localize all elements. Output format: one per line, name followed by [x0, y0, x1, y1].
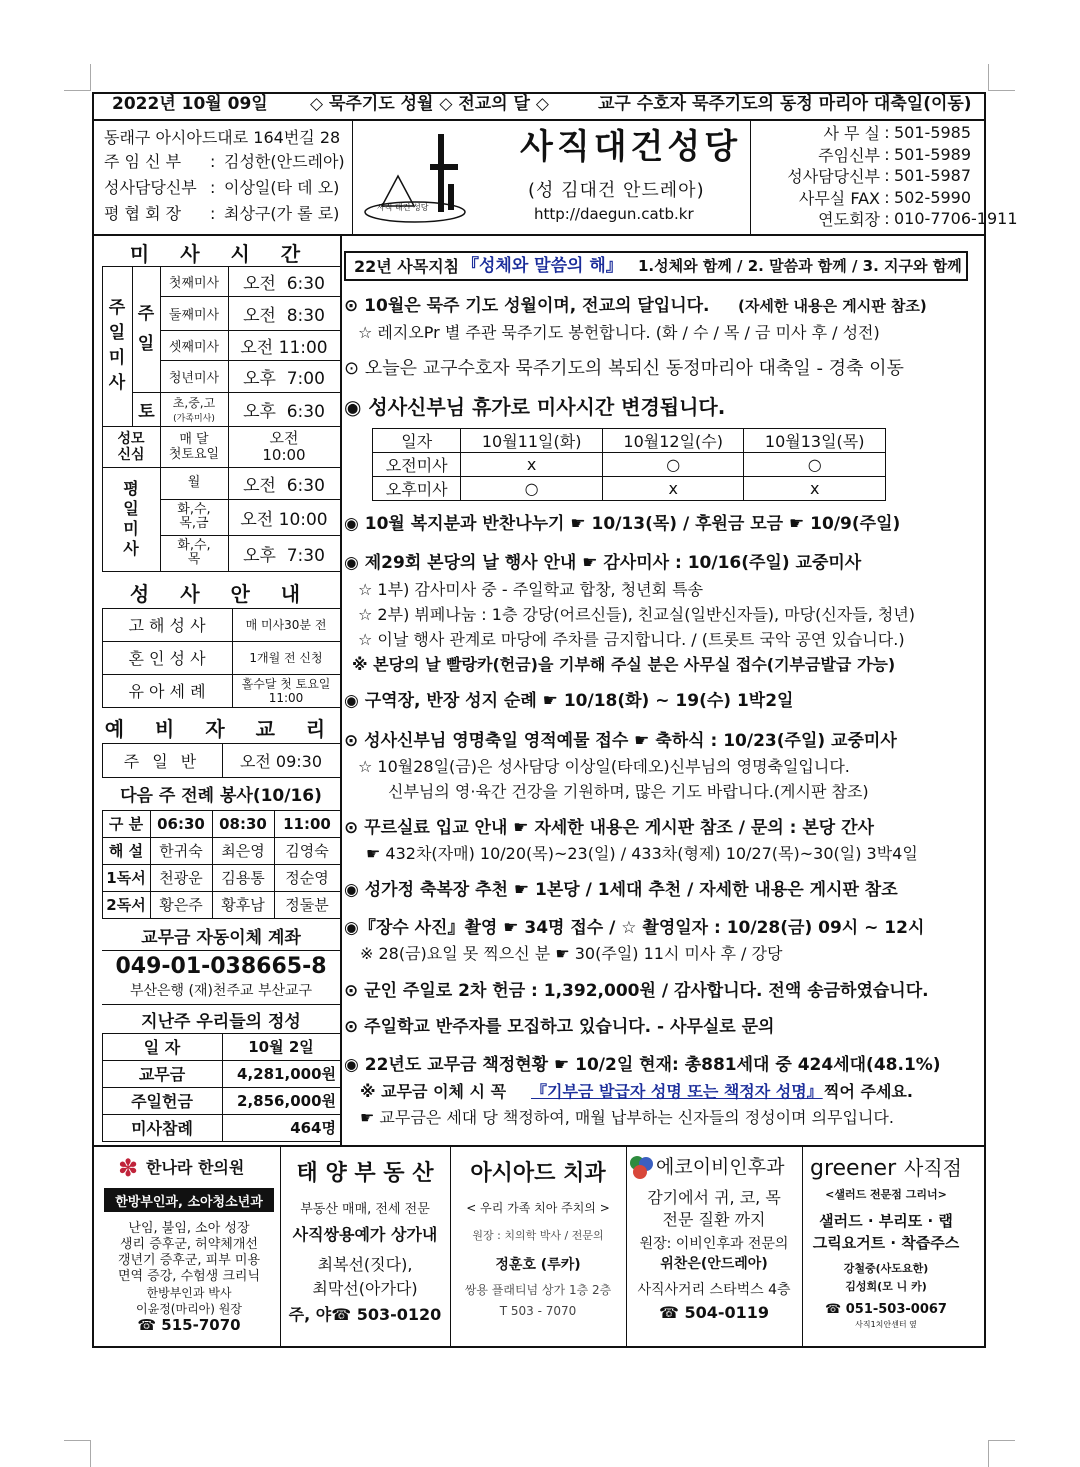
ad-badge: 한방부인과, 소아청소년과 [104, 1188, 274, 1212]
feast-title: 교구 수호자 묵주기도의 동정 마리아 대축일(이동) [598, 94, 972, 114]
parish-day-part1: ☆ 1부) 감사미사 중 - 주일학교 합창, 청년회 특송 [358, 580, 704, 599]
contact-value: 501-5989 [894, 144, 972, 164]
sacrament-value: 홀수달 첫 토요일 11:00 [241, 676, 331, 705]
vacation-cell: x [602, 477, 744, 501]
servers-header: 08:30 [219, 814, 267, 833]
council-label: 평 협 회 장 [104, 204, 182, 223]
contact-label: 사무실 FAX [798, 188, 880, 208]
col-line [222, 1033, 223, 1141]
council-colon: : [210, 204, 216, 223]
vacation-cell: ○ [461, 477, 603, 501]
servers-cell: 해 설 [108, 842, 144, 860]
servers-header: 구 분 [108, 815, 144, 833]
month-theme: ◇ 묵주기도 성월 ◇ 전교의 달 ◇ [310, 94, 549, 114]
ad-line: 위찬은(안드레아) [660, 1256, 768, 1272]
row-line [102, 571, 340, 572]
contact-value: 010-7706-1911 [894, 209, 1018, 228]
notice-parish-day: ◉ 제29회 본당의 날 행사 안내 ☛ 감사미사 : 10/16(주일) 교중미사 [344, 553, 862, 573]
servers-cell: 한귀숙 [159, 842, 203, 860]
saturday-mass-name: 초,중,고 [172, 395, 216, 410]
weekday-row-time: 오후 7:30 [243, 545, 325, 566]
notice-pilgrimage: ◉ 구역장, 반장 성지 순례 ☛ 10/18(화) ~ 19(수) 1박2일 [344, 691, 794, 711]
offering-value: 10월 2일 [248, 1038, 314, 1056]
mass-row-time: 오후 7:00 [243, 368, 325, 389]
offering-name: 일 자 [143, 1038, 181, 1057]
notice-welfare: ◉ 10월 복지분과 반찬나누기 ☛ 10/13(목) / 후원금 모금 ☛ 10/9(주일) [344, 514, 901, 534]
servers-cell: 김용통 [221, 869, 265, 887]
assistant-name: 이상일(타 데 오) [224, 178, 340, 197]
bulletin-date: 2022년 10월 09일 [112, 94, 268, 114]
weekday-row-time: 오전 10:00 [240, 509, 328, 530]
sacrament-name: 유 아 세 례 [128, 682, 206, 701]
notice-rosary-sub: ☆ 레지오Pr 별 주관 묵주기도 봉헌합니다. (화 / 수 / 목 / 금 미사 후 / 성전) [358, 323, 880, 342]
row-line [102, 1141, 340, 1142]
notice-accompanist: ⊙ 주일학교 반주자를 모집하고 있습니다. - 사무실로 문의 [344, 1017, 775, 1037]
ad-hannara [100, 1150, 278, 1340]
crop-mark [988, 64, 1015, 91]
contact-label: 연도회장 [818, 210, 880, 229]
pastoral-motto-box [344, 251, 968, 281]
church-name: 사직대건성당 [520, 127, 742, 167]
motto-prefix: 22년 사목지침 [354, 257, 460, 276]
col-line [150, 810, 151, 918]
ad-line: 사직쌍용예가 상가내 [292, 1224, 438, 1244]
church-url[interactable]: http://daegun.catb.kr [534, 205, 694, 223]
notice-rosary-note: (자세한 내용은 게시판 참조) [738, 297, 927, 315]
mass-row-time: 오전 6:30 [243, 273, 325, 294]
sacrament-name: 고 해 성 사 [128, 616, 206, 635]
saturday-mass-sub: (가족미사) [173, 413, 215, 424]
ad-note: 사직1치안센터 옆 [855, 1319, 917, 1329]
notice-feast: ⊙ 오늘은 교구수호자 묵주기도의 복되신 동정마리아 대축일 - 경축 이동 [344, 358, 904, 379]
ad-divider [450, 1146, 451, 1346]
ad-title: greener [810, 1156, 897, 1181]
row-line [102, 950, 340, 951]
col-line [102, 810, 103, 918]
mass-row-time: 오전 11:00 [240, 337, 328, 358]
ad-line: 강철중(사도요한) [843, 1262, 929, 1275]
ad-line: 그릭요거트 · 착즙주스 [812, 1233, 960, 1252]
notice-vacation: ◉ 성사신부님 휴가로 미사시간 변경됩니다. [344, 395, 726, 419]
offering-name: 교무금 [138, 1065, 186, 1084]
col-line [274, 810, 275, 918]
ad-line: 갱년기 증후군, 피부 미용 [117, 1252, 261, 1268]
vacation-header: 10월13일(목) [744, 429, 886, 453]
ad-title: 에코이비인후과 [656, 1156, 785, 1178]
notice-portrait: ◉『장수 사진』촬영 ☛ 34명 접수 / ☆ 촬영일자 : 10/28(금) 09시 ~ 12시 [344, 918, 925, 938]
contact-label: 주임신부 [818, 145, 880, 165]
transfer-account: 049-01-038665-8 [115, 953, 327, 979]
sacrament-name: 혼 인 성 사 [128, 649, 206, 668]
ad-line: 감기에서 귀, 코, 목 [647, 1187, 781, 1207]
ad-line: 샐러드 · 부리또 · 랩 [819, 1211, 953, 1230]
ad-phone: ☎ 051-503-0067 [825, 1301, 947, 1317]
col-line [340, 1033, 341, 1141]
crop-mark [64, 64, 91, 91]
weekday-row-name: 화,수, 목,금 [177, 502, 211, 531]
servers-cell: 1독서 [106, 869, 146, 887]
vacation-header: 일자 [373, 429, 461, 453]
ad-line: 김성희(모 니 카) [845, 1280, 927, 1293]
ad-phone: ☎ 515-7070 [137, 1316, 241, 1334]
ad-title: 태 양 부 동 산 [296, 1160, 434, 1186]
servers-header: 06:30 [157, 814, 205, 833]
offering-title: 지난주 우리들의 정성 [141, 1011, 301, 1032]
mass-title: 미 사 시 간 [129, 241, 313, 266]
saturday-label: 토 [138, 401, 155, 422]
parish-day-part2: ☆ 2부) 뷔페나눔 : 1층 강당(어르신들), 친교실(일반신자들), 마당(신자들, 청년) [358, 605, 916, 624]
dues-note-post: 찍어 주세요. [824, 1082, 913, 1101]
notice-rosary: ⊙ 10월은 묵주 기도 성월이며, 전교의 달입니다. [344, 296, 710, 316]
servers-title: 다음 주 전례 봉사(10/16) [120, 786, 322, 806]
ad-line: 한방부인과 박사 [146, 1285, 232, 1300]
marian-name: 매 달 첫토요일 [168, 432, 220, 462]
notice-holy-family: ◉ 성가정 축복장 추천 ☛ 1본당 / 1세대 추천 / 자세한 내용은 게시판 참조 [344, 880, 898, 900]
ad-title-branch: 사직점 [904, 1156, 962, 1180]
weekday-mass-label: 평일미사 [123, 479, 139, 558]
servers-cell: 최은영 [221, 842, 265, 860]
row-line [102, 707, 340, 708]
offering-name: 미사참례 [131, 1119, 193, 1138]
contact-colon: : [884, 144, 890, 164]
ad-line: 원장: 이비인후과 전문의 [639, 1236, 789, 1252]
ad-sub: <샐러드 전문점 그리너> [825, 1188, 947, 1201]
ad-line: 전문 질환 까지 [662, 1209, 766, 1229]
sacrament-value: 매 미사30분 전 [245, 617, 327, 632]
notice-military-collection: ⊙ 군인 주일로 2차 헌금 : 1,392,000원 / 감사합니다. 전액 송금하였습니다. [344, 981, 929, 1001]
offering-value: 464명 [290, 1119, 336, 1137]
servers-cell: 정둘분 [285, 896, 329, 914]
motto-main: 『성체와 말씀의 해』 [462, 256, 623, 276]
ad-title: 아시아드 치과 [470, 1160, 606, 1186]
pastor-label: 주 임 신 부 [104, 152, 182, 171]
contact-value: 501-5985 [894, 123, 972, 142]
crop-mark [988, 1440, 1015, 1467]
parish-day-donation: ※ 본당의 날 빨랑카(헌금)을 기부해 주실 분은 사무실 접수(기부금발급 가능) [352, 655, 896, 674]
ad-divider [280, 1146, 281, 1346]
ad-sub: < 우리 가족 치아 주치의 > [466, 1200, 610, 1215]
sacrament-title: 성 사 안 내 [129, 581, 313, 606]
dues-note-obligation: ☛ 교무금은 세대 당 책정하여, 매월 납부하는 신자들의 정성이며 의무입니다. [360, 1108, 894, 1127]
vacation-cell: x [461, 453, 603, 477]
saturday-mass-time: 오후 6:30 [243, 401, 325, 422]
pastor-name: 김성한(안드레아) [224, 152, 345, 171]
catechism-time: 오전 09:30 [239, 751, 323, 771]
ad-line: 부동산 매매, 전세 전문 [300, 1201, 430, 1217]
logo-caption: 사직 대건 성당 [377, 203, 429, 212]
row-line [102, 918, 340, 919]
contact-value: 501-5987 [894, 166, 972, 185]
vacation-cell: 오전미사 [373, 453, 461, 477]
dues-note-highlight: 『기부금 발급자 성명 또는 책정자 성명』 [531, 1082, 823, 1101]
col-line [102, 1033, 103, 1141]
vacation-header: 10월12일(수) [602, 429, 744, 453]
servers-cell: 정순영 [285, 869, 329, 887]
ad-line: 최막선(아가다) [312, 1278, 418, 1298]
ad-line: 정훈호 (루카) [495, 1257, 581, 1273]
divider [352, 120, 353, 234]
catechism-class: 주 일 반 [123, 751, 201, 771]
vacation-table [372, 428, 886, 501]
ad-taeyang [282, 1150, 448, 1340]
contact-colon: : [884, 123, 890, 142]
divider [92, 234, 986, 236]
ad-eco-ent [628, 1150, 800, 1340]
servers-cell: 황은주 [159, 896, 203, 914]
portrait-note: ※ 28(금)요일 못 찍으신 분 ☛ 30(주일) 11시 미사 후 / 강당 [360, 944, 783, 963]
sacrament-value: 1개월 전 신청 [249, 650, 323, 665]
ad-divider [802, 1146, 803, 1346]
notice-feastday-gift: ⊙ 성사신부님 영명축일 영적예물 접수 ☛ 축하식 : 10/23(주일) 교중미사 [344, 731, 897, 751]
servers-cell: 김영숙 [285, 842, 329, 860]
offering-value: 2,856,000원 [237, 1092, 336, 1110]
contact-value: 502-5990 [894, 187, 972, 207]
ad-line: T 503 - 7070 [499, 1304, 577, 1318]
vacation-cell: ○ [602, 453, 744, 477]
vacation-cell: ○ [744, 453, 886, 477]
contact-colon: : [884, 209, 890, 228]
marian-label: 성모 신심 [117, 431, 145, 463]
notice-dues-status: ◉ 22년도 교무금 책정현황 ☛ 10/2일 현재: 총881세대 중 424세대(48.1%) [344, 1055, 941, 1075]
ad-line: 면역 증강, 수험생 크리닉 [117, 1268, 261, 1284]
offering-name: 주일헌금 [131, 1092, 193, 1111]
transfer-bank: 부산은행 (재)천주교 부산교구 [129, 983, 313, 999]
ad-line: 생리 증후군, 허약체개선 [120, 1236, 258, 1252]
parish-day-parking: ☆ 이날 행사 관계로 마당에 주차를 금지합니다. / (트롯트 국악 공연 있습니다.) [358, 630, 905, 649]
divider [92, 1145, 986, 1147]
mass-row-time: 오전 8:30 [243, 305, 325, 326]
ad-line: 쌍용 플래티넘 상가 1층 2층 [464, 1282, 612, 1297]
pastor-colon: : [210, 152, 216, 171]
ad-asiad-dental [452, 1150, 624, 1340]
notice-cursillo: ⊙ 꾸르실료 입교 안내 ☛ 자세한 내용은 게시판 참조 / 문의 : 본당 간사 [344, 818, 874, 838]
transfer-title: 교무금 자동이체 계좌 [141, 927, 301, 948]
mass-row-name: 첫째미사 [168, 275, 220, 291]
contact-label: 성사담당신부 [787, 167, 880, 186]
mass-row-name: 둘째미사 [168, 307, 220, 323]
flower-icon: ✽ [118, 1154, 139, 1182]
servers-cell: 황후남 [221, 896, 265, 914]
catechism-title: 예 비 자 교 리 [104, 716, 338, 741]
sunday-mass-label: 주일미사 [108, 298, 126, 393]
crop-mark [64, 1440, 91, 1467]
council-name: 최상구(가 롤 로) [224, 204, 340, 223]
ad-phone: 주, 야☎ 503-0120 [288, 1304, 442, 1324]
vacation-cell: x [744, 477, 886, 501]
sunday-label: 주일 [137, 304, 155, 354]
feastday-prayer: 신부님의 영·육간 건강을 기원하며, 많은 기도 바랍니다.(게시판 참조) [388, 782, 869, 801]
divider [750, 120, 751, 234]
weekday-row-time: 오전 6:30 [243, 475, 325, 496]
vacation-cell: 오후미사 [373, 477, 461, 501]
col-line [340, 266, 341, 571]
ad-line: 난임, 불임, 소아 성장 [128, 1220, 250, 1236]
assistant-colon: : [210, 178, 216, 197]
weekday-row-name: 화,수, 목 [177, 538, 211, 567]
mass-row-name: 셋째미사 [168, 339, 220, 355]
cursillo-dates: ☛ 432차(자매) 10/20(목)~23(일) / 433차(형제) 10/27(목)~30(일) 3박4일 [366, 844, 918, 863]
weekday-row-name: 월 [187, 475, 201, 490]
col-line [340, 810, 341, 918]
ad-line: 최복선(짓다), [317, 1254, 413, 1274]
ad-title: 한나라 한의원 [146, 1158, 245, 1177]
dues-note-pre: ※ 교무금 이체 시 꼭 [360, 1082, 507, 1101]
vacation-header: 10월11일(화) [461, 429, 603, 453]
address: 동래구 아시아드대로 164번길 28 [104, 128, 341, 147]
servers-cell: 2독서 [106, 896, 146, 914]
contact-colon: : [884, 187, 890, 207]
feastday-note: ☆ 10월28일(금)은 성사담당 이상일(타데오)신부님의 영명축일입니다. [358, 757, 850, 776]
servers-header: 11:00 [283, 814, 331, 833]
ad-line: 이윤정(마리아) 원장 [136, 1301, 242, 1316]
servers-cell: 천광운 [159, 869, 203, 887]
contact-label: 사 무 실 [823, 124, 880, 143]
contact-colon: : [884, 166, 890, 185]
marian-time: 오전 10:00 [262, 429, 306, 464]
col-line [212, 810, 213, 918]
ad-divider [626, 1146, 627, 1346]
ad-line: 원장 : 치의학 박사 / 전문의 [472, 1229, 604, 1242]
offering-value: 4,281,000원 [237, 1065, 336, 1083]
ad-greener [804, 1150, 968, 1340]
mass-row-name: 청년미사 [168, 370, 220, 386]
church-patron: (성 김대건 안드레아) [528, 180, 705, 201]
motto-rest: 1.성체와 함께 / 2. 말씀과 함께 / 3. 지구와 함께 [638, 257, 962, 275]
ad-line: 사직사거리 스타벅스 4층 [637, 1282, 791, 1298]
assistant-label: 성사담당신부 [104, 178, 197, 197]
eco-logo-icon [628, 1154, 654, 1180]
ad-phone: ☎ 504-0119 [658, 1302, 770, 1322]
